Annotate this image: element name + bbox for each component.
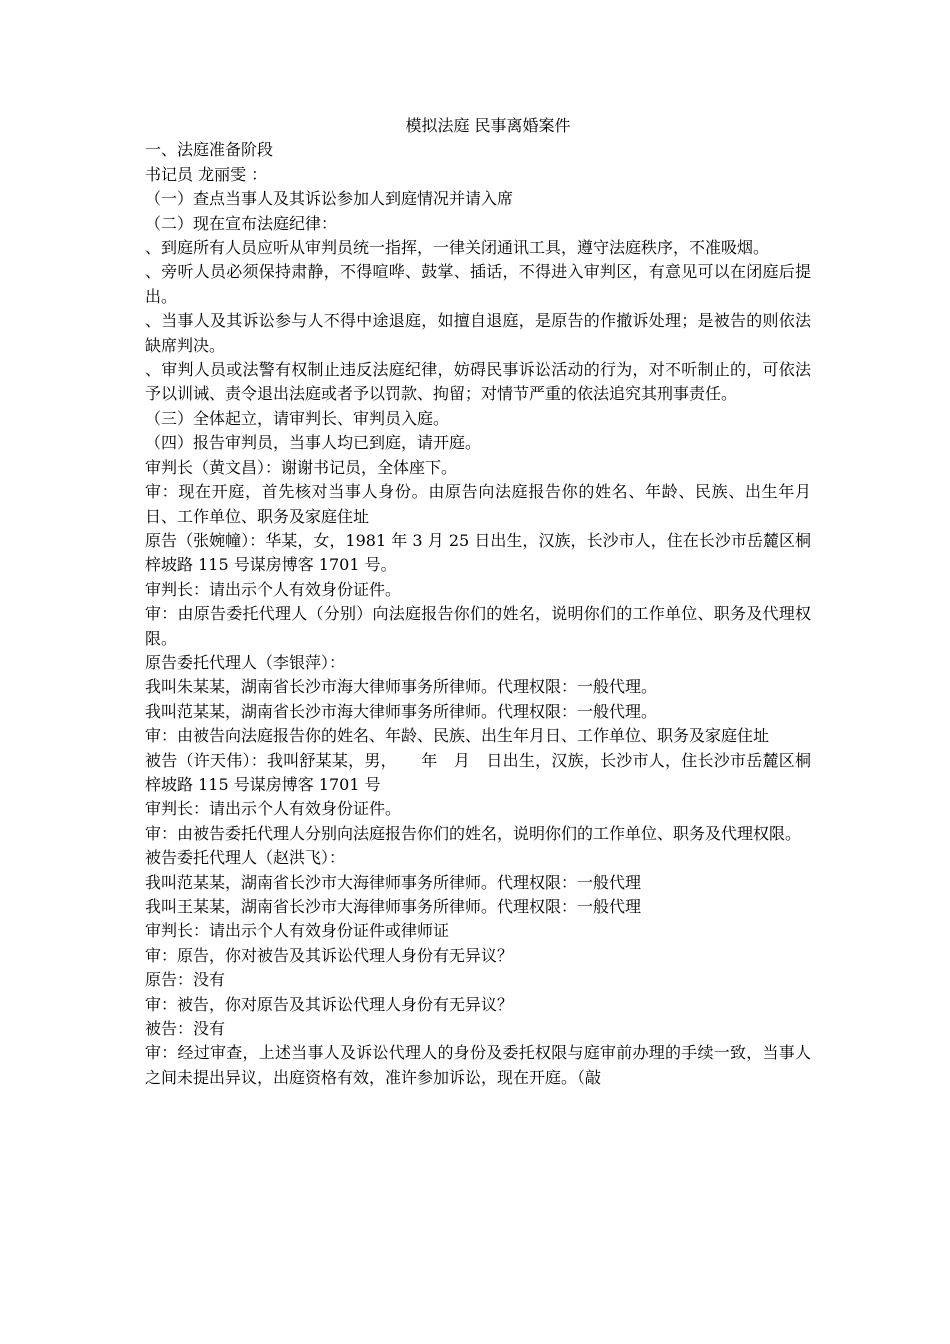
paragraph: （二）现在宣布法庭纪律： <box>145 213 338 233</box>
paragraph: （三）全体起立，请审判长、审判员入庭。 <box>145 408 450 428</box>
paragraph: 审：现在开庭，首先核对当事人身份。由原告向法庭报告你的姓名、年龄、民族、出生年月日、工作单位、职务及家庭住址 <box>145 482 811 526</box>
paragraph: 原告委托代理人（李银萍）： <box>145 652 346 672</box>
paragraph: 我叫范某某，湖南省长沙市海大律师事务所律师。代理权限：一般代理。 <box>145 701 658 721</box>
paragraph: 被告：没有 <box>145 1019 226 1039</box>
paragraph: 审判长：请出示个人有效身份证件。 <box>145 799 402 819</box>
document-title: 模拟法庭 民事离婚案件 <box>405 116 571 135</box>
paragraph: 、旁听人员必须保持肃静，不得喧哗、鼓掌、插话，不得进入审判区，有意见可以在闭庭后提出。 <box>145 262 811 306</box>
paragraph: 我叫朱某某，湖南省长沙市海大律师事务所律师。代理权限：一般代理。 <box>145 677 658 697</box>
paragraph: 我叫范某某，湖南省长沙市大海律师事务所律师。代理权限：一般代理 <box>145 872 642 892</box>
paragraph: 审判长：请出示个人有效身份证件或律师证 <box>145 921 450 941</box>
document-page <box>145 114 811 1090</box>
paragraph: 审：由被告委托代理人分别向法庭报告你们的姓名，说明你们的工作单位、职务及代理权限。 <box>145 823 802 843</box>
document-body <box>145 138 811 1090</box>
paragraph: 我叫王某某，湖南省长沙市大海律师事务所律师。代理权限：一般代理 <box>145 897 642 916</box>
paragraph: 审判长：请出示个人有效身份证件。 <box>145 579 402 599</box>
paragraph: 原告（张婉幢）：华某，女，1981 年 3 月 25 日出生，汉族，长沙市人，住在长沙市岳麓区桐梓坡路 115 号谋房博客 1701 号。 <box>145 530 811 575</box>
paragraph: （一）查点当事人及其诉讼参加人到庭情况并请入席 <box>145 189 514 209</box>
paragraph: 书记员 龙丽雯 ： <box>145 164 268 184</box>
paragraph: 、审判人员或法警有权制止违反法庭纪律，妨碍民事诉讼活动的行为，对不听制止的，可依法予以训诫、责令退出法庭或者予以罚款、拘留；对情节严重的依法追究其刑事责任。 <box>145 360 811 404</box>
paragraph: 审：由原告委托代理人（分别）向法庭报告你们的姓名，说明你们的工作单位、职务及代理权限。 <box>145 604 811 648</box>
paragraph: 审：由被告向法庭报告你的姓名、年龄、民族、出生年月日、工作单位、职务及家庭住址 <box>145 726 770 746</box>
paragraph: 、当事人及其诉讼参与人不得中途退庭，如擅自退庭，是原告的作撤诉处理；是被告的则依法缺席判决。 <box>145 311 811 355</box>
paragraph: （四）报告审判员，当事人均已到庭，请开庭。 <box>145 433 482 453</box>
paragraph: 被告（许天伟）：我叫舒某某，男， 年 月 日出生，汉族，长沙市人，住长沙市岳麓区桐梓坡路 115 号谋房博客 1701 号 <box>145 750 811 794</box>
paragraph: 审：原告，你对被告及其诉讼代理人身份有无异议？ <box>145 945 514 965</box>
paragraph: 被告委托代理人（赵洪飞）： <box>145 848 346 868</box>
paragraph: 审：经过审查，上述当事人及诉讼代理人的身份及委托权限与庭审前办理的手续一致，当事人之间未提出异议，出庭资格有效，准许参加诉讼，现在开庭。（敲 <box>145 1043 811 1087</box>
paragraph: 审：被告，你对原告及其诉讼代理人身份有无异议？ <box>145 994 514 1014</box>
paragraph: 原告：没有 <box>145 970 226 990</box>
paragraph: 审判长（黄文昌）：谢谢书记员，全体座下。 <box>145 457 458 477</box>
paragraph: 、到庭所有人员应听从审判员统一指挥，一律关闭通讯工具，遵守法庭秩序，不准吸烟。 <box>145 238 770 258</box>
paragraph: 一、法庭准备阶段 <box>145 140 274 160</box>
